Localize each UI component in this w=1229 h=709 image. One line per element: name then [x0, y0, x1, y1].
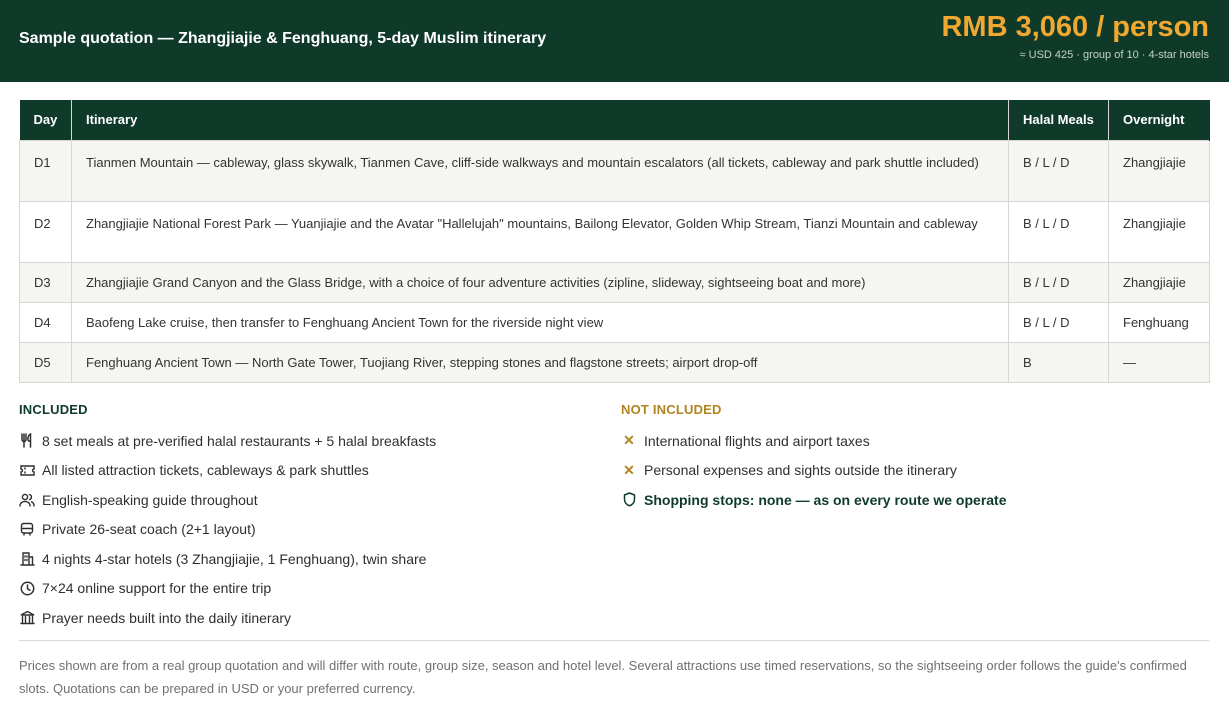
column-header-meals: Halal Meals: [1009, 100, 1109, 140]
table-row: [20, 302, 1210, 342]
overnight-cell: Zhangjiajie: [1109, 201, 1210, 262]
list-item: [621, 456, 1007, 486]
included-list: [19, 426, 436, 633]
meals-cell: B: [1009, 342, 1109, 382]
list-item: [19, 485, 436, 515]
list-item: [19, 603, 436, 633]
column-header-itinerary: Itinerary: [72, 100, 1009, 140]
users-icon: [19, 492, 35, 508]
list-item: [19, 544, 436, 574]
itinerary-cell: Baofeng Lake cruise, then transfer to Fenghuang Ancient Town for the riverside night view: [72, 302, 1009, 342]
price-note: ≈ USD 425 · group of 10 · 4-star hotels: [1019, 49, 1209, 61]
itinerary-table: [19, 100, 1210, 383]
meals-cell: B / L / D: [1009, 140, 1109, 201]
list-item-text: Prayer needs built into the daily itinerary: [42, 609, 292, 626]
mosque-icon: [19, 610, 35, 626]
table-header-row: [20, 100, 1210, 140]
list-item-text: 7×24 online support for the entire trip: [42, 580, 272, 597]
itinerary-cell: Tianmen Mountain — cableway, glass skywalk, Tianmen Cave, cliff-side walkways and mountain escalators (all tickets, cableway and park shuttle included): [72, 140, 1009, 201]
overnight-cell: —: [1109, 342, 1210, 382]
cross-icon: ✕: [623, 432, 635, 449]
meals-cell: B / L / D: [1009, 262, 1109, 302]
overnight-cell: Zhangjiajie: [1109, 140, 1210, 201]
list-item-text: 8 set meals at pre-verified halal restaurants + 5 halal breakfasts: [42, 432, 437, 449]
list-item: [19, 456, 436, 486]
list-item: [19, 515, 436, 545]
column-header-day: Day: [20, 100, 72, 140]
list-item-text: 4 nights 4-star hotels (3 Zhangjiajie, 1 Fenghuang), twin share: [42, 550, 427, 567]
itinerary-cell: Zhangjiajie National Forest Park — Yuanjiajie and the Avatar "Hallelujah" mountains, Bailong Elevator, Golden Whip Stream, Tianzi Mountain and cableway: [72, 201, 1009, 262]
column-header-overnight: Overnight: [1109, 100, 1210, 140]
table-row: [20, 262, 1210, 302]
page-title: Sample quotation — Zhangjiajie & Fenghuang, 5-day Muslim itinerary: [19, 30, 547, 47]
list-item: [621, 485, 1007, 515]
price-per-person: RMB 3,060 / person: [941, 11, 1209, 43]
not-included-list: [621, 426, 1007, 515]
clock-icon: [19, 580, 35, 596]
utensils-icon: [19, 433, 35, 449]
day-cell: D1: [20, 140, 72, 201]
table-row: [20, 342, 1210, 382]
list-item-text: International flights and airport taxes: [644, 432, 870, 449]
list-item: [621, 426, 1007, 456]
shield-icon: [621, 492, 637, 508]
header-bar: [0, 0, 1229, 82]
table-row: [20, 140, 1210, 201]
cross-icon: ✕: [623, 461, 635, 478]
bus-icon: [19, 521, 35, 537]
meals-cell: B / L / D: [1009, 201, 1109, 262]
list-item-text: Personal expenses and sights outside the itinerary: [644, 462, 957, 479]
not-included-heading: NOT INCLUDED: [621, 402, 722, 417]
overnight-cell: Fenghuang: [1109, 302, 1210, 342]
divider: [19, 640, 1209, 641]
hotel-icon: [19, 551, 35, 567]
list-item-text: Shopping stops: none — as on every route we operate: [644, 491, 1007, 508]
meals-cell: B / L / D: [1009, 302, 1109, 342]
list-item-text: English-speaking guide throughout: [42, 491, 258, 508]
day-cell: D2: [20, 201, 72, 262]
itinerary-cell: Zhangjiajie Grand Canyon and the Glass Bridge, with a choice of four adventure activities (zipline, slideway, sightseeing boat and more): [72, 262, 1009, 302]
footnote: Prices shown are from a real group quotation and will differ with route, group size, season and hotel level. Several attractions use timed reservations, so the sightseeing order follows the guide's confirmed slots. Quotations can be prepared in USD or your preferred currency.: [19, 658, 1187, 696]
list-item: [19, 426, 436, 456]
itinerary-cell: Fenghuang Ancient Town — North Gate Tower, Tuojiang River, stepping stones and flagstone streets; airport drop-off: [72, 342, 1009, 382]
list-item-text: All listed attraction tickets, cableways & park shuttles: [42, 462, 369, 479]
day-cell: D5: [20, 342, 72, 382]
list-item-text: Private 26-seat coach (2+1 layout): [42, 521, 256, 538]
day-cell: D3: [20, 262, 72, 302]
included-heading: INCLUDED: [19, 402, 88, 417]
overnight-cell: Zhangjiajie: [1109, 262, 1210, 302]
list-item: [19, 574, 436, 604]
ticket-icon: [19, 462, 35, 478]
table-row: [20, 201, 1210, 262]
day-cell: D4: [20, 302, 72, 342]
